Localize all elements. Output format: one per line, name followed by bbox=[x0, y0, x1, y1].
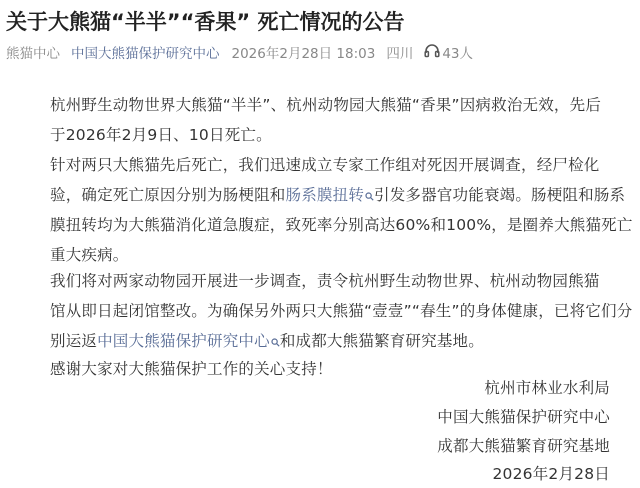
article-title: 关于大熊猫“半半”“香果” 死亡情况的公告 bbox=[6, 10, 405, 34]
search-icon[interactable] bbox=[365, 184, 374, 208]
location-label: 四川 bbox=[386, 46, 414, 62]
paragraph-line: 杭州野生动物世界大熊猫“半半”、杭州动物园大熊猫“香果”因病救治无效，先后 bbox=[50, 96, 602, 114]
listen-button[interactable] bbox=[424, 42, 473, 62]
paragraph-line: 馆从即日起闭馆整改。为确保另外两只大熊猫“壹壹”“春生”的身体健康，已将它们分 bbox=[50, 302, 633, 320]
headphone-icon bbox=[424, 43, 440, 62]
keyword-link-panda-center[interactable]: 中国大熊猫保护研究中心 bbox=[97, 332, 270, 350]
paragraph-text: 别运返 bbox=[50, 332, 98, 350]
account-name-link[interactable]: 中国大熊猫保护研究中心 bbox=[71, 46, 220, 62]
paragraph-text: 和成都大熊猫繁育研究基地。 bbox=[279, 332, 484, 350]
paragraph-text: 引发多器官功能衰竭。肠梗阻和肠系 bbox=[374, 186, 626, 204]
paragraph-text: 验，确定死亡原因分别为肠梗阻和 bbox=[50, 186, 286, 204]
paragraph-line: 感谢大家对大熊猫保护工作的关心支持！ bbox=[50, 360, 333, 378]
paragraph-line bbox=[50, 329, 632, 353]
article-meta bbox=[6, 42, 473, 62]
paragraph-line: 我们将对两家动物园开展进一步调查，责令杭州野生动物世界、杭州动物园熊猫 bbox=[50, 272, 600, 290]
signature-forestry-bureau: 杭州市林业水利局 bbox=[484, 379, 610, 397]
signature-date: 2026年2月28日 bbox=[492, 465, 610, 483]
source-label: 熊猫中心 bbox=[6, 46, 60, 62]
paragraph-line: 膜扭转均为大熊猫消化道急腹症，致死率分别高达60%和100%，是圈养大熊猫死亡 bbox=[50, 216, 633, 234]
paragraph-line: 针对两只大熊猫先后死亡，我们迅速成立专家工作组对死因开展调查，经尸检化 bbox=[50, 156, 600, 174]
search-icon[interactable] bbox=[271, 330, 280, 354]
keyword-link-mesenteric-torsion[interactable]: 肠系膜扭转 bbox=[285, 186, 365, 204]
signature-panda-research-center: 中国大熊猫保护研究中心 bbox=[437, 408, 610, 426]
paragraph-2 bbox=[50, 153, 632, 273]
paragraph-1 bbox=[50, 93, 632, 153]
paragraph-line: 于2026年2月9日、10日死亡。 bbox=[50, 126, 272, 144]
paragraph-3 bbox=[50, 269, 632, 359]
signature-chengdu-base: 成都大熊猫繁育研究基地 bbox=[437, 437, 610, 455]
paragraph-line: 重大疾病。 bbox=[50, 246, 129, 264]
publish-date: 2026年2月28日 18:03 bbox=[231, 46, 376, 62]
listen-count: 43人 bbox=[442, 46, 474, 62]
paragraph-line bbox=[50, 183, 632, 207]
